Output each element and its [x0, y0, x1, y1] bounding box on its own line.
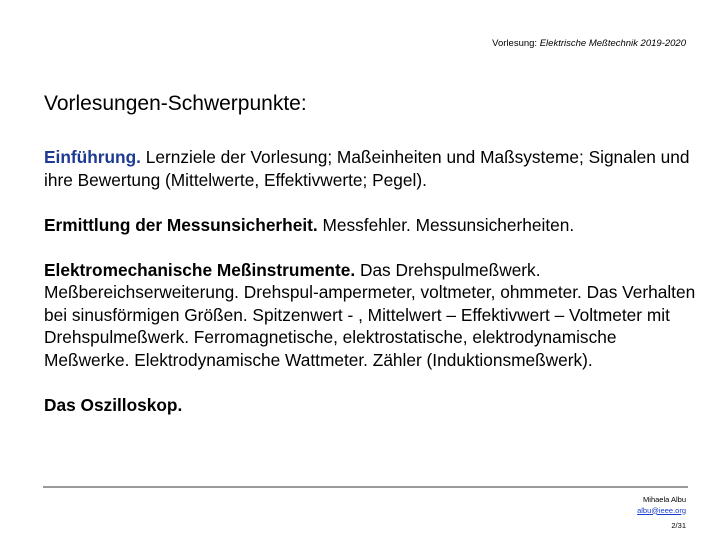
- page-number: 2/31: [671, 521, 686, 530]
- paragraph-lead: Das Oszilloskop.: [44, 394, 183, 415]
- header-course: Elektrische Meßtechnik 2019-2020: [539, 38, 686, 49]
- paragraph-text: Lernziele der Vorlesung; Maßeinheiten und Maßsysteme; Signalen und ihre Bewertung (Mittelwerte, Effektivwerte; Pegel).: [44, 147, 690, 190]
- paragraph-text: Das Drehspulmeßwerk. Meßbereichserweiterung. Drehspul-ampermeter, voltmeter, ohmmeter. Das Verhalten bei sinusförmigen Größen. Spitzenwert - , Mittelwert – Effektivwert – Voltmeter mit Drehspulmeßwerk. Ferromagnetische, elektrostatische, elektrodynamische Meßwerke. Elektrodynamische Wattmeter. Zähler (Induktionsmeßwerk).: [44, 259, 696, 370]
- paragraph-measurement-uncertainty: [44, 214, 704, 237]
- paragraph-text: Messfehler. Messunsicherheiten.: [317, 214, 575, 235]
- paragraph-introduction: [44, 146, 704, 191]
- header-prefix: Vorlesung:: [492, 38, 538, 49]
- paragraph-oscilloscope: [44, 394, 704, 417]
- paragraph-lead: Einführung.: [44, 147, 141, 167]
- paragraph-lead: Ermittlung der Messunsicherheit.: [44, 214, 318, 235]
- footer-email-link[interactable]: albu@ieee.org: [637, 505, 686, 515]
- footer-author: Mihaela Albu: [643, 495, 686, 504]
- paragraph-electromechanical-instruments: [44, 259, 704, 372]
- slide-header: [492, 38, 686, 49]
- slide-body: [44, 146, 704, 439]
- footer-divider: [43, 486, 688, 488]
- slide-footer: [637, 495, 686, 532]
- paragraph-lead: Elektromechanische Meßinstrumente.: [44, 259, 356, 280]
- slide-title: Vorlesungen-Schwerpunkte:: [44, 92, 307, 115]
